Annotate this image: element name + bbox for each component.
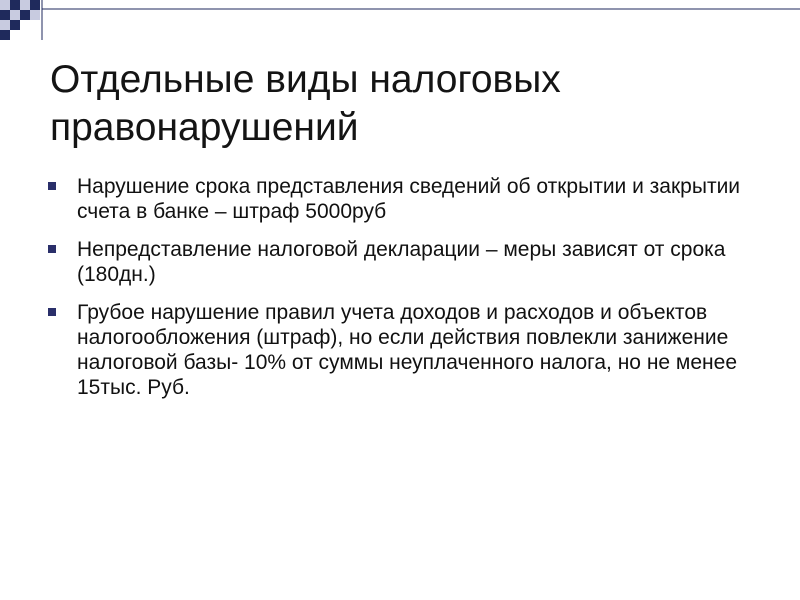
slide-title: Отдельные виды налоговых правонарушений <box>50 58 561 149</box>
checker-square <box>0 10 10 20</box>
bullet-item <box>40 174 760 224</box>
checker-square <box>20 10 30 20</box>
bullet-item <box>40 237 760 287</box>
checker-square <box>0 20 10 30</box>
checker-square <box>30 0 40 10</box>
checker-square <box>20 0 30 10</box>
checker-square <box>0 0 10 10</box>
bullet-text: Непредставление налоговой декларации – меры зависят от срока (180дн.) <box>77 238 726 286</box>
checker-square <box>10 20 20 30</box>
square-bullet-icon <box>48 182 56 190</box>
square-bullet-icon <box>48 245 56 253</box>
checker-square <box>0 30 10 40</box>
bullet-item <box>40 300 760 400</box>
checker-square <box>30 10 40 20</box>
bullet-text: Грубое нарушение правил учета доходов и расходов и объектов налогообложения (штраф), но если действия повлекли занижение налоговой базы- 10% от суммы неуплаченного налога, но не менее 15тыс. Руб. <box>77 301 738 399</box>
corner-checker-decoration <box>0 0 800 60</box>
checker-square <box>10 10 20 20</box>
square-bullet-icon <box>48 308 56 316</box>
bullet-text: Нарушение срока представления сведений об открытии и закрытии счета в банке – штраф 5000руб <box>77 175 741 223</box>
checker-square <box>10 0 20 10</box>
bullet-list <box>40 174 760 413</box>
